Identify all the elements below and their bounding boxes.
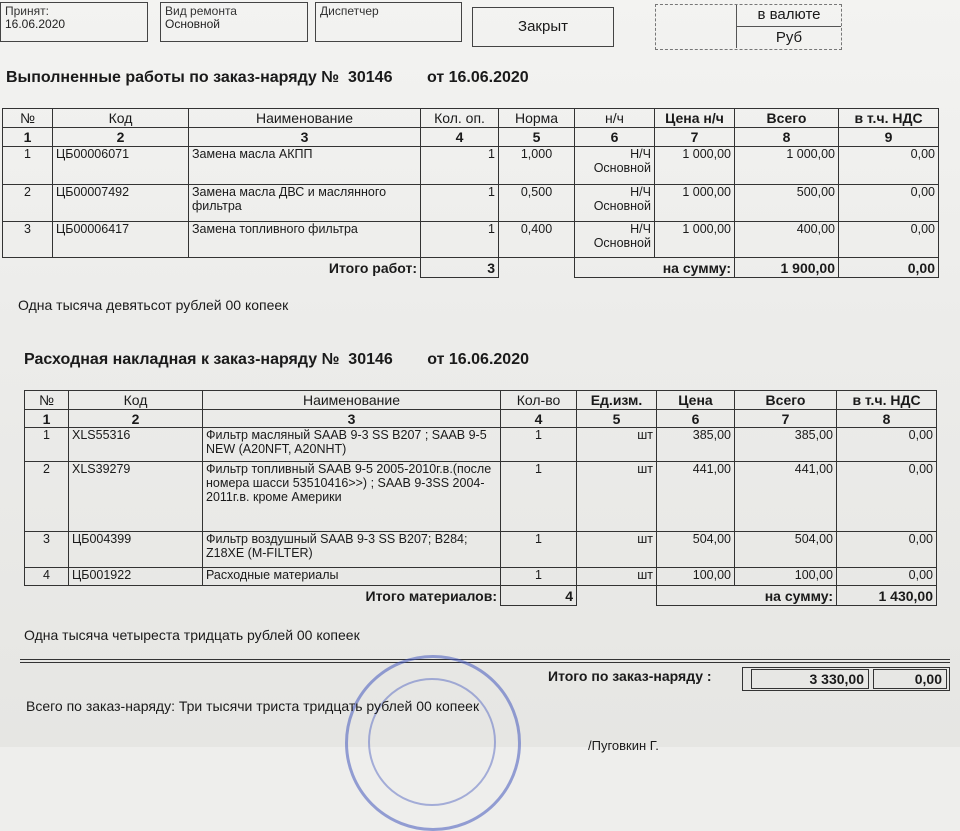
table-row: 4 ЦБ001922 Расходные материалы 1 шт 100,00 100,00 0,00 [25,568,937,586]
works-total-row [3,258,939,278]
grand-total-in-words: Всего по заказ-наряду: Три тысячи триста тридцать рублей 00 копеек [26,698,480,714]
materials-order-number: 30146 [348,351,393,368]
works-table [2,108,939,278]
accepted-box [0,2,148,42]
currency-value: Руб [736,27,841,48]
materials-table [24,390,937,606]
table-row: 3 ЦБ00006417 Замена топливного фильтра 1 0,400 Н/Ч Основной 1 000,00 400,00 0,00 [3,222,939,258]
table-row: 2 ЦБ00007492 Замена масла ДВС и маслянного фильтра 1 0,500 Н/Ч Основной 1 000,00 500,00 0,00 [3,185,939,222]
materials-total-count: 4 [501,586,577,606]
status-closed: Закрыт [472,7,614,47]
dispatcher-label: Диспетчер [320,4,379,18]
works-title: Выполненные работы по заказ-наряду № 30146 от 16.06.2020 [6,69,529,86]
table-row: 2 XLS39279 Фильтр топливный SAAB 9-5 2005-2010г.в.(после номера шасси 53510416>>) ; SAAB 9-3SS 2004-2011г.в. кроме Америки 1 шт 441,00 441,00 0,00 [25,462,937,532]
works-date: от 16.06.2020 [426,69,529,86]
dispatcher-box [315,2,462,42]
divider [20,662,950,663]
currency-label: в валюте [736,5,841,27]
materials-sum-label: на сумму: [657,586,837,606]
accepted-date: 16.06.2020 [5,17,66,31]
divider [20,659,950,660]
grand-total-vat: 0,00 [873,669,947,689]
works-colnum-row: 1 2 3 4 5 6 7 8 9 [3,128,939,147]
works-total-label: Итого работ: [189,258,421,278]
signature-fragment: /Пуговкин Г. [588,738,659,753]
grand-total-value: 3 330,00 [751,669,869,689]
materials-title: Расходная накладная к заказ-наряду № 30146 от 16.06.2020 [24,351,529,368]
works-total-count: 3 [421,258,499,278]
table-row: 1 ЦБ00006071 Замена масла АКПП 1 1,000 Н/Ч Основной 1 000,00 1 000,00 0,00 [3,147,939,185]
works-order-number: 30146 [347,69,393,86]
materials-date: от 16.06.2020 [427,351,529,368]
materials-sum-total: 1 430,00 [837,586,937,606]
repair-type-label: Вид ремонта [165,4,237,18]
materials-colnum-row: 1 2 3 4 5 6 7 8 [25,410,937,428]
works-sum-label: на сумму: [575,258,735,278]
repair-type-box [160,2,308,42]
materials-total-label: Итого материалов: [203,586,501,606]
works-sum-vat: 0,00 [839,258,939,278]
table-row: 1 XLS55316 Фильтр масляный SAAB 9-3 SS B207 ; SAAB 9-5 NEW (A20NFT, A20NHT) 1 шт 385,00 385,00 0,00 [25,428,937,462]
grand-total-box [742,667,950,691]
accepted-label: Принят: [5,4,49,18]
currency-box [655,4,842,50]
grand-total-label: Итого по заказ-наряду : [548,668,712,684]
works-sum-in-words: Одна тысяча девятьсот рублей 00 копеек [18,297,289,313]
table-row: 3 ЦБ004399 Фильтр воздушный SAAB 9-3 SS B207; B284; Z18XE (M-FILTER) 1 шт 504,00 504,00 0,00 [25,532,937,568]
repair-type-value: Основной [165,17,221,31]
materials-header-row: № Код Наименование Кол-во Ед.изм. Цена Всего в т.ч. НДС [25,391,937,410]
materials-total-row [25,586,937,606]
works-header-row: № Код Наименование Кол. оп. Норма н/ч Цена н/ч Всего в т.ч. НДС [3,109,939,128]
works-sum-total: 1 900,00 [735,258,839,278]
materials-sum-in-words: Одна тысяча четыреста тридцать рублей 00 копеек [24,627,360,643]
